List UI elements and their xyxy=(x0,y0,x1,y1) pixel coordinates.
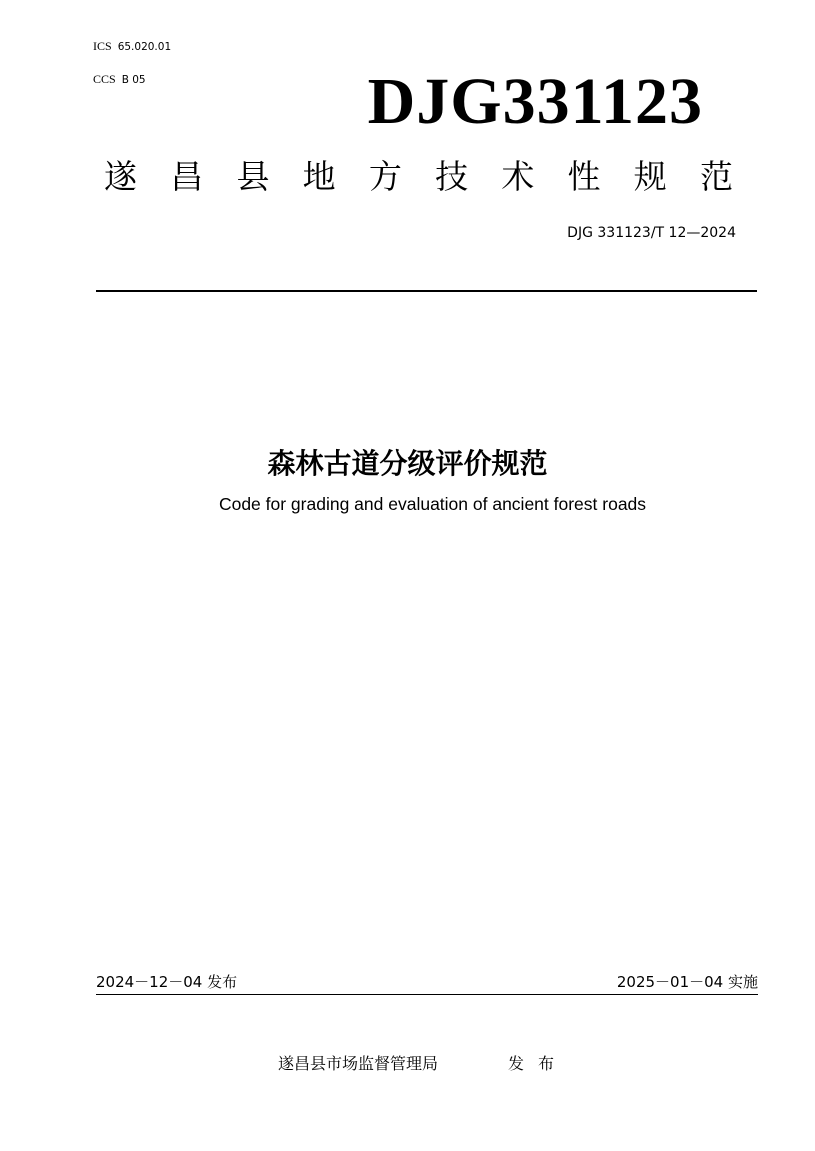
document-title-chinese: 森林古道分级评价规范 xyxy=(267,447,548,480)
top-divider xyxy=(96,290,757,292)
ccs-classification xyxy=(93,72,146,87)
ccs-code: B 05 xyxy=(121,74,146,86)
standard-type-heading xyxy=(104,155,733,199)
document-title-english: Code for grading and evaluation of ancient forest roads xyxy=(218,494,647,514)
ics-code: 65.020.01 xyxy=(117,41,172,53)
issue-action: 发布 xyxy=(508,1054,569,1073)
standard-type-char: 地 xyxy=(302,157,336,196)
implementation-date: 2025－01－04 实施 xyxy=(616,973,758,991)
standard-type-char: 范 xyxy=(699,157,733,196)
standard-code-heading: DJG331123 xyxy=(367,65,703,138)
standard-type-char: 昌 xyxy=(170,157,204,196)
standard-type-char: 规 xyxy=(633,157,667,196)
issue-date: 2024－12－04 发布 xyxy=(96,973,238,991)
standard-type-char: 术 xyxy=(501,157,535,196)
ics-prefix: ICS xyxy=(93,39,112,53)
standard-type-char: 遂 xyxy=(104,157,137,196)
ccs-prefix: CCS xyxy=(93,72,116,86)
standard-type-char: 技 xyxy=(435,157,469,196)
ics-classification xyxy=(93,39,171,54)
standard-type-char: 方 xyxy=(368,157,402,196)
standard-type-char: 性 xyxy=(567,157,601,196)
issuing-authority: 遂昌县市场监督管理局 xyxy=(278,1054,439,1073)
bottom-divider xyxy=(96,994,758,995)
standard-type-char: 县 xyxy=(236,157,270,196)
standard-number: DJG 331123/T 12—2024 xyxy=(567,225,736,241)
